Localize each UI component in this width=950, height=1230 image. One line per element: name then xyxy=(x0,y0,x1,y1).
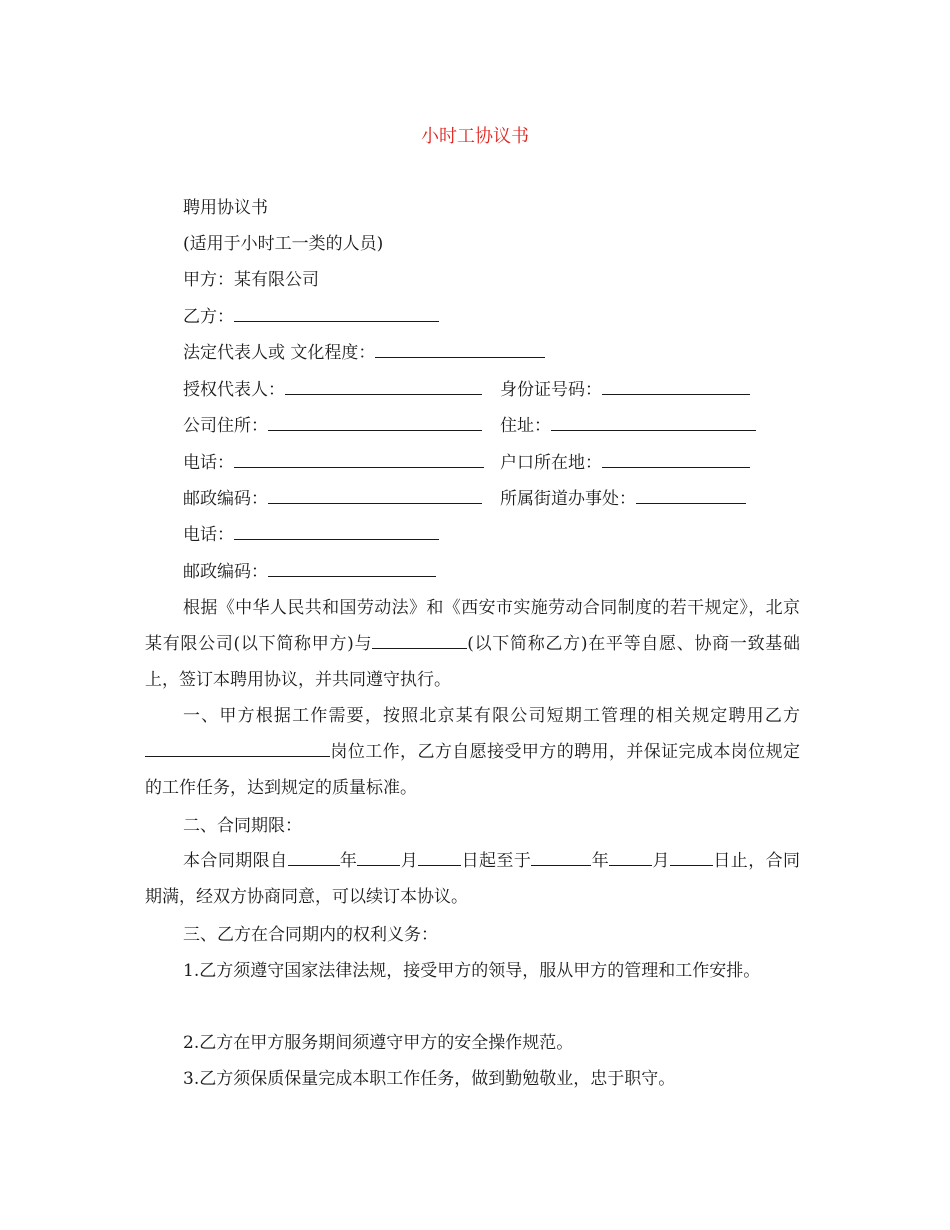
phone-blank[interactable] xyxy=(234,451,484,468)
party-b-blank[interactable] xyxy=(234,305,439,322)
clause-1-text-1: 一、甲方根据工作需要，按照北京某有限公司短期工管理的相关规定聘用乙方 xyxy=(183,706,800,726)
id-number-blank[interactable] xyxy=(602,378,750,395)
legal-rep-line xyxy=(183,341,545,365)
phone-b-line xyxy=(183,523,439,547)
start-day-label: 日起至于 xyxy=(461,851,532,871)
start-year-label: 年 xyxy=(339,851,358,871)
subdistrict-office-line xyxy=(500,487,746,511)
authorized-rep-line xyxy=(183,378,482,402)
intro-text-1: 根据《中华人民共和国劳动法》和《西安市实施劳动合同制度的若干规定》，北京某有限公司(以下简称甲方)与 xyxy=(145,598,800,654)
postal-code-label: 邮政编码： xyxy=(183,489,268,509)
party-b-line xyxy=(183,305,439,329)
address-blank[interactable] xyxy=(551,414,756,431)
party-a-line: 甲方：某有限公司 xyxy=(183,270,319,290)
subdistrict-office-blank[interactable] xyxy=(636,487,746,504)
address-label: 住址： xyxy=(500,416,551,436)
intro-text-2: (以下简称乙方)在平等自愿、协商一致基础上，签订本聘用协议，并共同遵守执行。 xyxy=(145,634,801,690)
phone-line xyxy=(183,451,484,475)
intro-paragraph xyxy=(145,590,800,698)
hukou-label: 户口所在地： xyxy=(500,453,602,473)
postal-code-b-blank[interactable] xyxy=(268,560,436,577)
postal-code-blank[interactable] xyxy=(268,487,482,504)
clause-2-title: 二、合同期限： xyxy=(183,816,302,836)
start-month-blank[interactable] xyxy=(357,847,400,866)
id-number-label: 身份证号码： xyxy=(500,380,602,400)
position-blank[interactable] xyxy=(145,738,330,757)
duty-2: 2.乙方在甲方服务期间须遵守甲方的安全操作规范。 xyxy=(183,1033,574,1053)
authorized-rep-label: 授权代表人： xyxy=(183,380,285,400)
postal-code-b-line xyxy=(183,560,436,584)
agreement-heading: 聘用协议书 xyxy=(183,198,268,218)
legal-rep-label: 法定代表人或 文化程度： xyxy=(183,343,376,363)
end-month-label: 月 xyxy=(652,851,670,871)
address-line xyxy=(500,414,756,438)
clause-1-text-2: 岗位工作，乙方自愿接受甲方的聘用，并保证完成本岗位规定的工作任务，达到规定的质量标准。 xyxy=(145,742,800,798)
subdistrict-office-label: 所属街道办事处： xyxy=(500,489,636,509)
party-b-label: 乙方： xyxy=(183,307,234,327)
duty-3: 3.乙方须保质保量完成本职工作任务，做到勤勉敬业，忠于职守。 xyxy=(183,1069,676,1089)
clause-3-title: 三、乙方在合同期内的权利义务： xyxy=(183,925,438,945)
phone-label: 电话： xyxy=(183,453,234,473)
hukou-blank[interactable] xyxy=(602,451,750,468)
postal-code-line xyxy=(183,487,482,511)
duty-1: 1.乙方须遵守国家法律法规，接受甲方的领导，服从甲方的管理和工作安排。 xyxy=(183,961,761,981)
end-day-blank[interactable] xyxy=(670,847,713,866)
id-number-line xyxy=(500,378,750,402)
postal-code-b-label: 邮政编码： xyxy=(183,562,268,582)
start-month-label: 月 xyxy=(400,851,419,871)
document-title: 小时工协议书 xyxy=(421,126,529,147)
term-suffix: 合同期满，经双方协商同意，可以续订本协议。 xyxy=(145,851,801,907)
company-address-label: 公司住所： xyxy=(183,416,268,436)
end-year-label: 年 xyxy=(591,851,610,871)
start-year-blank[interactable] xyxy=(288,847,340,866)
end-day-label: 日止， xyxy=(712,851,766,871)
party-b-name-blank[interactable] xyxy=(372,630,467,649)
end-year-blank[interactable] xyxy=(531,847,591,866)
term-prefix: 本合同期限自 xyxy=(183,851,288,871)
agreement-scope: (适用于小时工一类的人员) xyxy=(183,234,384,254)
company-address-line xyxy=(183,414,482,438)
phone-b-label: 电话： xyxy=(183,525,234,545)
start-day-blank[interactable] xyxy=(418,847,461,866)
authorized-rep-blank[interactable] xyxy=(285,378,482,395)
hukou-line xyxy=(500,451,750,475)
clause-1-paragraph xyxy=(145,698,800,806)
legal-rep-blank[interactable] xyxy=(375,341,545,358)
company-address-blank[interactable] xyxy=(268,414,482,431)
term-paragraph xyxy=(145,843,800,915)
phone-b-blank[interactable] xyxy=(234,523,439,540)
end-month-blank[interactable] xyxy=(609,847,652,866)
